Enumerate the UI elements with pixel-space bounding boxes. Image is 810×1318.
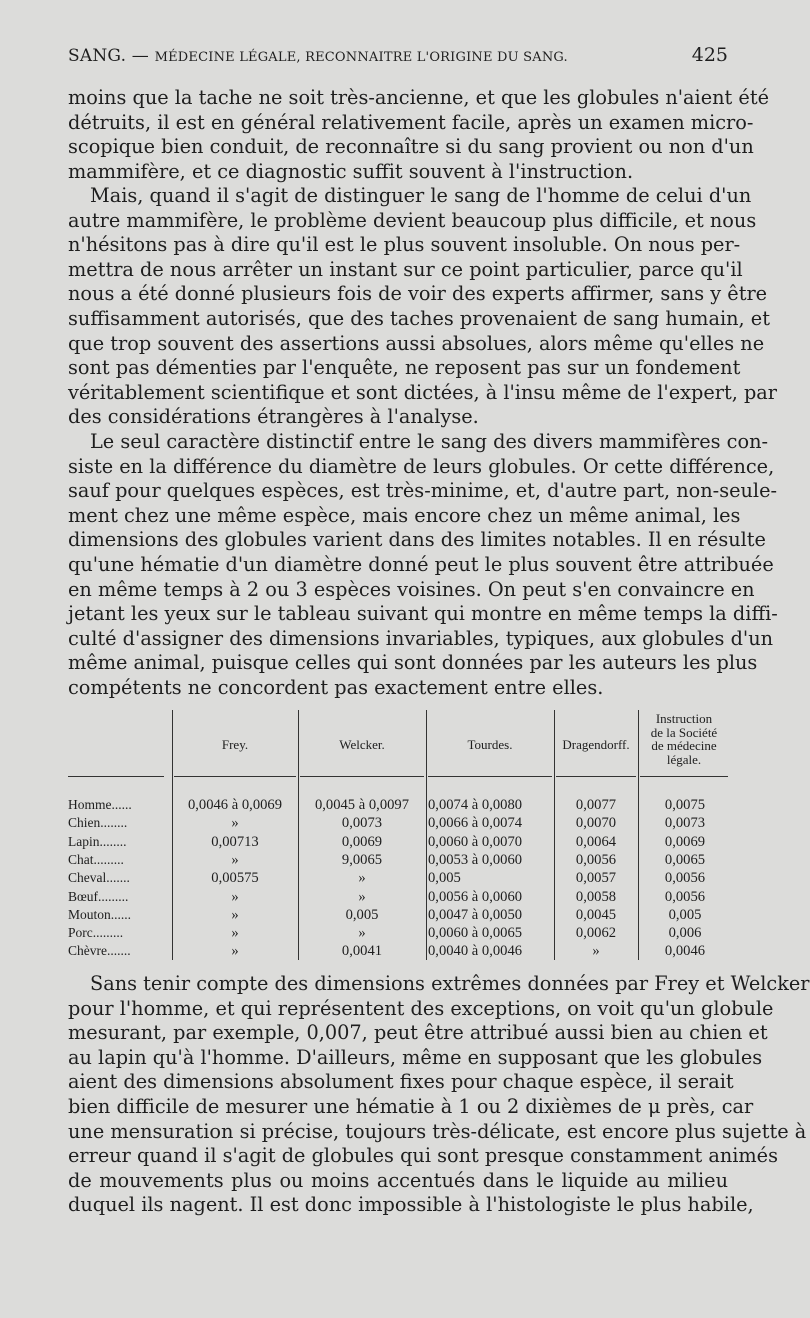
column-header-tourdes: Tourdes. xyxy=(467,737,513,752)
cell-tourdes: 0,0074 à 0,0080 xyxy=(428,797,523,813)
cell-frey: » xyxy=(231,906,239,923)
cell-welcker: » xyxy=(358,925,366,942)
header-rule xyxy=(428,776,552,777)
text-line: mammifère, et ce diagnostic suffit souvent à l'instruction. xyxy=(68,159,634,183)
paragraph-3 xyxy=(68,430,778,701)
header-line: de la Société xyxy=(650,724,718,740)
paragraph-1 xyxy=(68,86,769,184)
text-line: moins que la tache ne soit très-ancienne, et que les globules n'aient été xyxy=(68,86,769,109)
text-line: des considérations étrangères à l'analyse. xyxy=(68,405,479,429)
cell-frey: » xyxy=(231,851,239,868)
row-label: Chèvre....... xyxy=(68,943,131,959)
cell-instruction: 0,0069 xyxy=(664,833,706,850)
paragraph-2 xyxy=(68,184,778,430)
cell-dragendorff: 0,0077 xyxy=(575,797,617,813)
text-line: bien difficile de mesurer une hématie à 1 ou 2 dixièmes de μ près, car xyxy=(68,1094,754,1118)
column-header-welcker: Welcker. xyxy=(339,737,385,752)
cell-welcker: » xyxy=(358,888,366,905)
cell-instruction: 0,0056 xyxy=(664,870,706,887)
row-label: Cheval....... xyxy=(68,870,130,886)
cell-welcker: 0,005 xyxy=(345,906,379,923)
cell-dragendorff: 0,0057 xyxy=(575,870,617,887)
cell-frey: 0,0046 à 0,0069 xyxy=(187,797,283,813)
text-line: nous a été donné plusieurs fois de voir des experts affirmer, sans y être xyxy=(68,282,768,306)
text-line: véritablement scientifique et sont dictées, à l'insu même de l'expert, par xyxy=(68,380,778,404)
text-line: dimensions des globules varient dans des limites notables. Il en résulte xyxy=(68,528,766,552)
cell-instruction: 0,0046 xyxy=(664,943,706,960)
text-line: pour l'homme, et qui représentent des exceptions, on voit qu'un globule xyxy=(68,996,774,1020)
text-line: une mensuration si précise, toujours très-délicate, est encore plus sujette à xyxy=(68,1119,807,1143)
text-line: Sans tenir compte des dimensions extrêmes données par Frey et Welcker xyxy=(90,972,810,995)
row-label: Chien........ xyxy=(68,815,128,831)
text-line: mesurant, par exemple, 0,007, peut être attribué aussi bien au chien et xyxy=(68,1021,768,1045)
text-line: ment chez une même espèce, mais encore chez un même animal, les xyxy=(68,503,741,527)
text-line: sont pas démenties par l'enquête, ne reposent pas sur un fondement xyxy=(68,356,741,380)
cell-frey: » xyxy=(231,815,239,832)
running-title-small: MÉDECINE LÉGALE, RECONNAITRE L'ORIGINE DU SANG. xyxy=(154,50,568,65)
text-line: n'hésitons pas à dire qu'il est le plus souvent insoluble. On nous per- xyxy=(68,233,741,257)
cell-welcker: 9,0065 xyxy=(341,851,383,868)
header-line: Instruction xyxy=(655,711,713,726)
text-line: compétents ne concordent pas exactement entre elles. xyxy=(68,675,604,699)
row-label: Chat......... xyxy=(68,851,124,867)
text-line: détruits, il est en général relativement facile, après un examen micro- xyxy=(68,110,754,134)
cell-frey: » xyxy=(231,943,239,960)
text-line: en même temps à 2 ou 3 espèces voisines. On peut s'en convaincre en xyxy=(68,577,755,601)
cell-instruction: 0,0073 xyxy=(664,815,706,832)
cell-tourdes: 0,005 xyxy=(428,870,461,887)
text-line: qu'une hématie d'un diamètre donné peut le plus souvent être attribuée xyxy=(68,552,774,576)
cell-dragendorff: 0,0058 xyxy=(575,888,617,905)
text-line: aient des dimensions absolument fixes pour chaque espèce, il serait xyxy=(68,1070,734,1094)
cell-dragendorff: » xyxy=(592,943,600,960)
text-line: duquel ils nagent. Il est donc impossible à l'histologiste le plus habile, xyxy=(68,1193,754,1217)
text-line: que trop souvent des assertions aussi absolues, alors même qu'elles ne xyxy=(68,331,765,355)
cell-dragendorff: 0,0062 xyxy=(575,925,617,942)
header-rule xyxy=(300,776,424,777)
column-header-frey: Frey. xyxy=(221,737,249,752)
cell-tourdes: 0,0047 à 0,0050 xyxy=(428,906,523,923)
text-line: scopique bien conduit, de reconnaître si du sang provient ou non d'un xyxy=(68,135,754,159)
row-label: Porc......... xyxy=(68,925,124,941)
cell-tourdes: 0,0053 à 0,0060 xyxy=(428,851,523,868)
text-line: Mais, quand il s'agit de distinguer le sang de l'homme de celui d'un xyxy=(90,184,752,207)
text-line: siste en la différence du diamètre de leurs globules. Or cette différence, xyxy=(68,454,775,478)
cell-frey: » xyxy=(231,888,239,905)
cell-dragendorff: 0,0056 xyxy=(575,851,617,868)
cell-instruction: 0,0056 xyxy=(664,888,706,905)
text-line: jetant les yeux sur le tableau suivant qui montre en même temps la diffi- xyxy=(68,602,778,626)
column-header-instruction xyxy=(638,712,730,766)
globule-dimensions-table xyxy=(68,706,732,962)
cell-tourdes: 0,0060 à 0,0065 xyxy=(428,925,523,942)
cell-welcker: » xyxy=(358,870,366,887)
cell-instruction: 0,0065 xyxy=(664,851,706,868)
cell-frey: 0,00713 xyxy=(211,833,259,850)
running-title-dash: — xyxy=(131,46,149,66)
text-line: même animal, puisque celles qui sont données par les auteurs les plus xyxy=(68,651,758,675)
header-line: de médecine xyxy=(651,738,717,753)
header-rule xyxy=(174,776,296,777)
text-line: mettra de nous arrêter un instant sur ce point particulier, parce qu'il xyxy=(68,257,743,281)
cell-tourdes: 0,0060 à 0,0070 xyxy=(428,833,523,850)
cell-tourdes: 0,0040 à 0,0046 xyxy=(428,943,523,960)
cell-dragendorff: 0,0045 xyxy=(575,906,617,923)
cell-frey: 0,00575 xyxy=(211,870,259,887)
row-label: Lapin........ xyxy=(68,833,127,849)
running-header xyxy=(68,44,728,74)
row-label: Mouton...... xyxy=(68,906,132,922)
column-header-dragendorff: Dragendorff. xyxy=(562,737,630,752)
cell-tourdes: 0,0066 à 0,0074 xyxy=(428,815,523,832)
header-rule xyxy=(68,776,164,777)
text-line: suffisamment autorisés, que des taches provenaient de sang humain, et xyxy=(68,306,770,330)
text-line: de mouvements plus ou moins accentués dans le liquide au milieu xyxy=(68,1168,728,1192)
cell-tourdes: 0,0056 à 0,0060 xyxy=(428,888,523,905)
page-number: 425 xyxy=(691,44,728,66)
running-title-main: SANG. xyxy=(68,46,127,66)
cell-instruction: 0,006 xyxy=(668,925,702,942)
text-line: Le seul caractère distinctif entre le sang des divers mammifères con- xyxy=(90,430,768,453)
header-rule xyxy=(640,776,728,777)
cell-frey: » xyxy=(231,925,239,942)
cell-dragendorff: 0,0064 xyxy=(575,833,617,850)
cell-welcker: 0,0073 xyxy=(341,815,383,832)
text-line: erreur quand il s'agit de globules qui sont presque constamment animés xyxy=(68,1144,778,1168)
row-label: Homme...... xyxy=(68,797,132,812)
text-line: culté d'assigner des dimensions invariables, typiques, aux globules d'un xyxy=(68,626,774,650)
text-line: autre mammifère, le problème devient beaucoup plus difficile, et nous xyxy=(68,208,757,232)
cell-instruction: 0,0075 xyxy=(664,797,706,813)
paragraph-4 xyxy=(68,972,810,1218)
cell-welcker: 0,0045 à 0,0097 xyxy=(314,797,410,813)
header-rule xyxy=(556,776,636,777)
cell-welcker: 0,0041 xyxy=(341,943,383,960)
running-title xyxy=(68,46,568,66)
cell-instruction: 0,005 xyxy=(668,906,702,923)
cell-welcker: 0,0069 xyxy=(341,833,383,850)
cell-dragendorff: 0,0070 xyxy=(575,815,617,832)
header-line: légale. xyxy=(666,751,702,767)
text-line: au lapin qu'à l'homme. D'ailleurs, même en supposant que les globules xyxy=(68,1045,763,1069)
text-line: sauf pour quelques espèces, est très-minime, et, d'autre part, non-seule- xyxy=(68,479,778,503)
row-label: Bœuf......... xyxy=(68,888,129,904)
